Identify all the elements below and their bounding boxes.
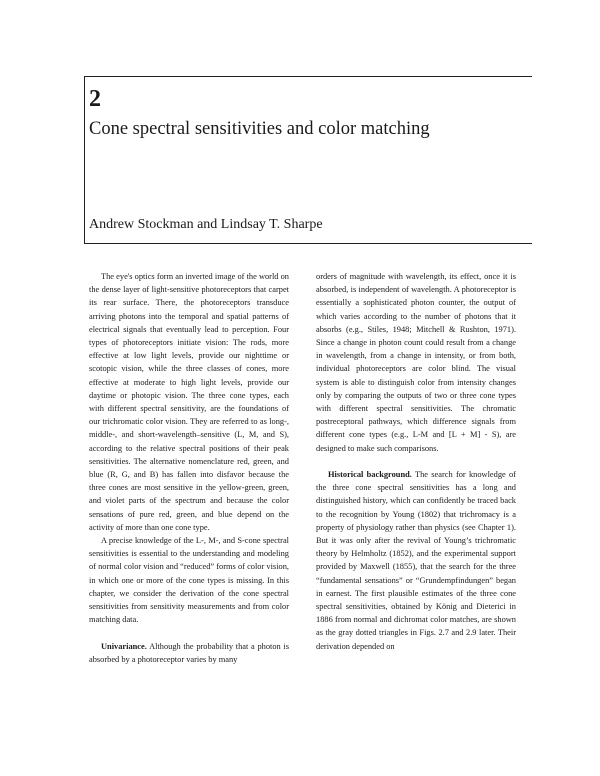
section-heading-historical: Historical background. (328, 470, 412, 480)
left-column (89, 270, 289, 666)
paragraph: The eye's optics form an inverted image of the world on the dense layer of light-sensitive photoreceptors that carpet its rear surface. There, the photoreceptors transduce arriving photons into the temporal and spatial patterns of electrical signals that eventually lead to perception. Four types of photoreceptors initiate vision: The rods, more effective at low light levels, provide our nighttime or scotopic vision, while the three classes of cones, more effective at moderate to high light levels, provide our daytime or photopic vision. The three cone types, each with different spectral sensitivity, are the foundations of our trichromatic color vision. They are referred to as long-, middle-, and short-wavelength–sensitive (L, M, and S), according to the relative spectral positions of their peak sensitivities. The alternative nomenclature red, green, and blue (R, G, and B) has fallen into disfavor because the three cones are most sensitive in the yellow-green, green, and violet parts of the spectrum and because the color sensations of pure red, green, and blue depend on the activity of more than one cone type. (89, 272, 289, 532)
paragraph (316, 468, 516, 653)
chapter-number: 2 (89, 86, 101, 112)
paragraph: A precise knowledge of the L-, M-, and S-cone spectral sensitivities is essential to the understanding and modeling of normal color vision and “reduced” forms of color vision, in which one or more of the cone types is missing. In this chapter, we consider the derivation of the cone spectral sensitivities from sensitivity measurements and from color matching data. (89, 536, 289, 625)
header-rule-left (84, 76, 85, 243)
paragraph: orders of magnitude with wavelength, its effect, once it is absorbed, is independent of wavelength. A photoreceptor is essentially a sophisticated photon counter, the output of which varies according to the number of photons that it absorbs (e.g., Stiles, 1948; Mitchell & Rushton, 1971). Since a change in photon count could result from a change in wavelength, from a change in intensity, or from both, individual photoreceptors are color blind. The visual system is able to distinguish color from intensity changes only by comparing the outputs of two or three cone types with different spectral sensitivities. The chromatic postreceptoral pathways, which difference signals from different cone types (e.g., L-M and [L + M] - S), are designed to make such comparisons. (316, 272, 516, 453)
paragraph (89, 640, 289, 666)
header-rule-top (84, 76, 532, 77)
chapter-title: Cone spectral sensitivities and color matching (89, 119, 430, 139)
authors: Andrew Stockman and Lindsay T. Sharpe (89, 217, 323, 232)
right-column (316, 270, 516, 653)
section-heading-univariance: Univariance. (101, 641, 147, 651)
paragraph-text: Although the probability that a photon is absorbed by a photoreceptor varies by many (89, 641, 289, 664)
header-rule-bottom (84, 243, 532, 244)
paragraph-text: The search for knowledge of the three cone spectral sensitivities has a long and distinguished history, which can confidently be traced back to the recognition by Young (1802) that trichromacy is a property of physiology rather than physics (see Chapter 1). But it was only after the revival of Young’s trichromatic theory by Helmholtz (1852), and the experimental support provided by Maxwell (1855), that the search for the three “fundamental sensations” or “Grundempfindungen” began in earnest. The first plausible estimates of the three cone spectral sensitivities, obtained by König and Dieterici in 1886 from normal and dichromat color matches, are shown as the gray dotted triangles in Figs. 2.7 and 2.9 later. Their derivation depended on (316, 470, 516, 651)
